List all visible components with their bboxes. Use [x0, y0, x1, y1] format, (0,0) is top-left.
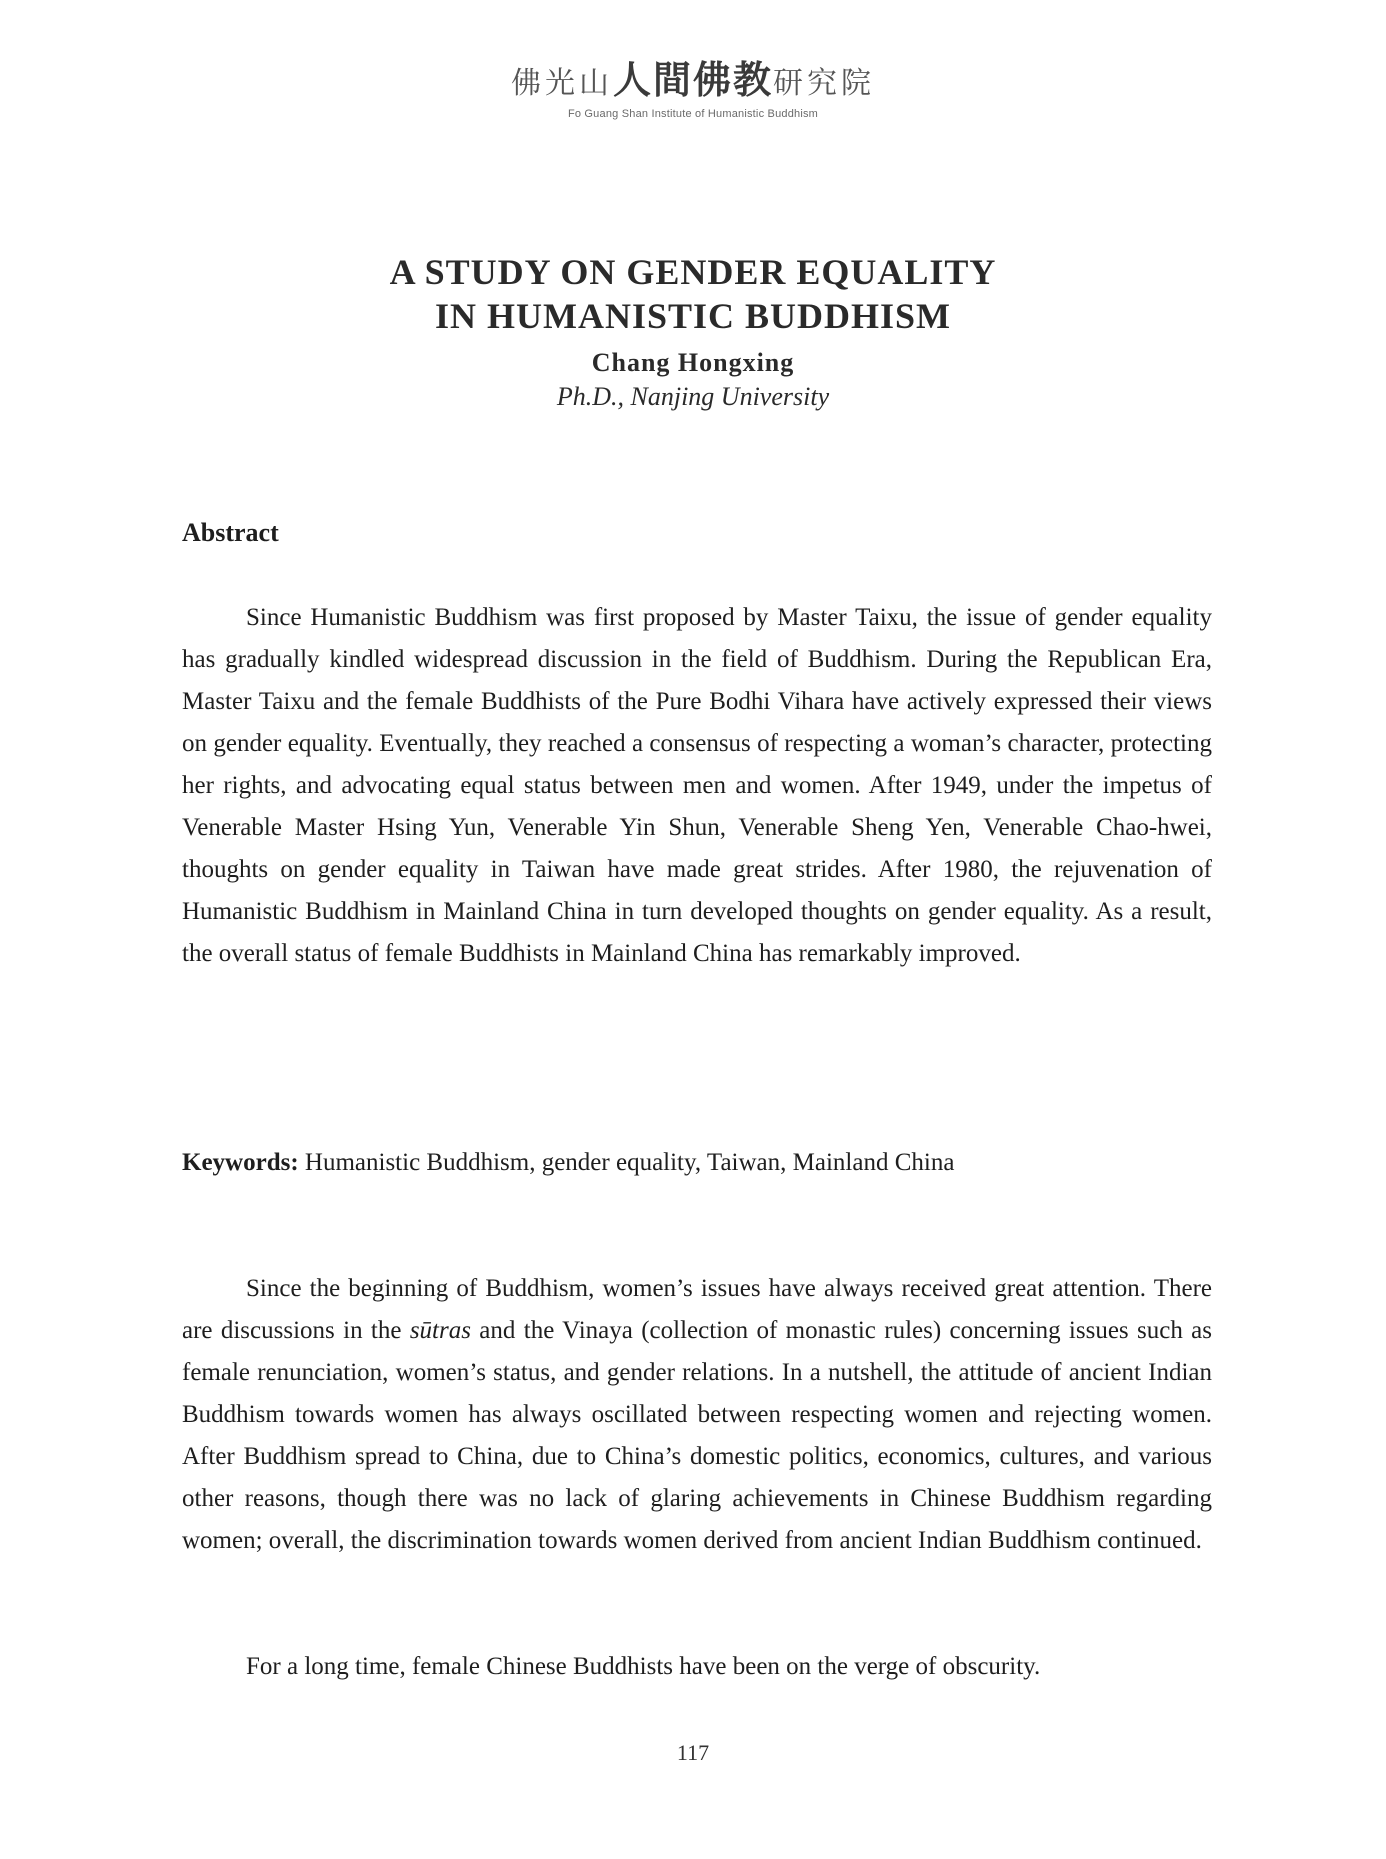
keywords-text: Humanistic Buddhism, gender equality, Taiwan, Mainland China [298, 1149, 955, 1176]
paper-title-line-1: A STUDY ON GENDER EQUALITY [389, 252, 997, 292]
author-affiliation: Ph.D., Nanjing University [556, 382, 830, 411]
header-cn-right: 研究院 [773, 66, 875, 101]
paper-title-line-2: IN HUMANISTIC BUDDHISM [434, 296, 952, 336]
header-cn-brand: 人間佛教 [612, 57, 773, 102]
body-paragraph-2: For a long time, female Chinese Buddhists have been on the verge of obscurity. [246, 1653, 1041, 1680]
institute-logo [510, 57, 875, 104]
title-block [0, 250, 1386, 414]
body-paragraph-1-part-b: and the Vinaya (collection of monastic rules) concerning issues such as female renunciation, women’s status, and gender relations. In a nutshell, the attitude of ancient Indian Buddhism towards women has always oscillated between respecting women and rejecting women. After Buddhism spread to China, due to China’s domestic politics, economics, cultures, and various other reasons, though there was no lack of glaring achievements in Chinese Buddhism regarding women; overall, the discrimination towards women derived from ancient Indian Buddhism continued. [182, 1317, 1212, 1554]
header-cn-left: 佛光山 [510, 66, 613, 101]
keywords-line [182, 1142, 954, 1184]
body-paragraph-1-italic: sūtras [409, 1317, 471, 1344]
abstract-heading: Abstract [182, 518, 279, 547]
running-header [0, 57, 1386, 120]
body-paragraph-1 [182, 1268, 1212, 1562]
abstract-paragraph: Since Humanistic Buddhism was first proposed by Master Taixu, the issue of gender equality has gradually kindled widespread discussion in the field of Buddhism. During the Republican Era, Master Taixu and the female Buddhists of the Pure Bodhi Vihara have actively expressed their views on gender equality. Eventually, they reached a consensus of respecting a woman’s character, protecting her rights, and advocating equal status between men and women. After 1949, under the impetus of Venerable Master Hsing Yun, Venerable Yin Shun, Venerable Sheng Yen, Venerable Chao-hwei, thoughts on gender equality in Taiwan have made great strides. After 1980, the rejuvenation of Humanistic Buddhism in Mainland China in turn developed thoughts on gender equality. As a result, the overall status of female Buddhists in Mainland China has remarkably improved. [182, 604, 1212, 967]
page-number: 117 [676, 1740, 710, 1765]
author-name: Chang Hongxing [591, 348, 795, 377]
body-paragraph-1-part-a: Since the beginning of Buddhism, women’s issues have always received great attention. There are discussions in the [182, 1275, 1212, 1344]
header-en-subtitle: Fo Guang Shan Institute of Humanistic Buddhism [567, 108, 819, 120]
keywords-label: Keywords: [182, 1149, 299, 1176]
